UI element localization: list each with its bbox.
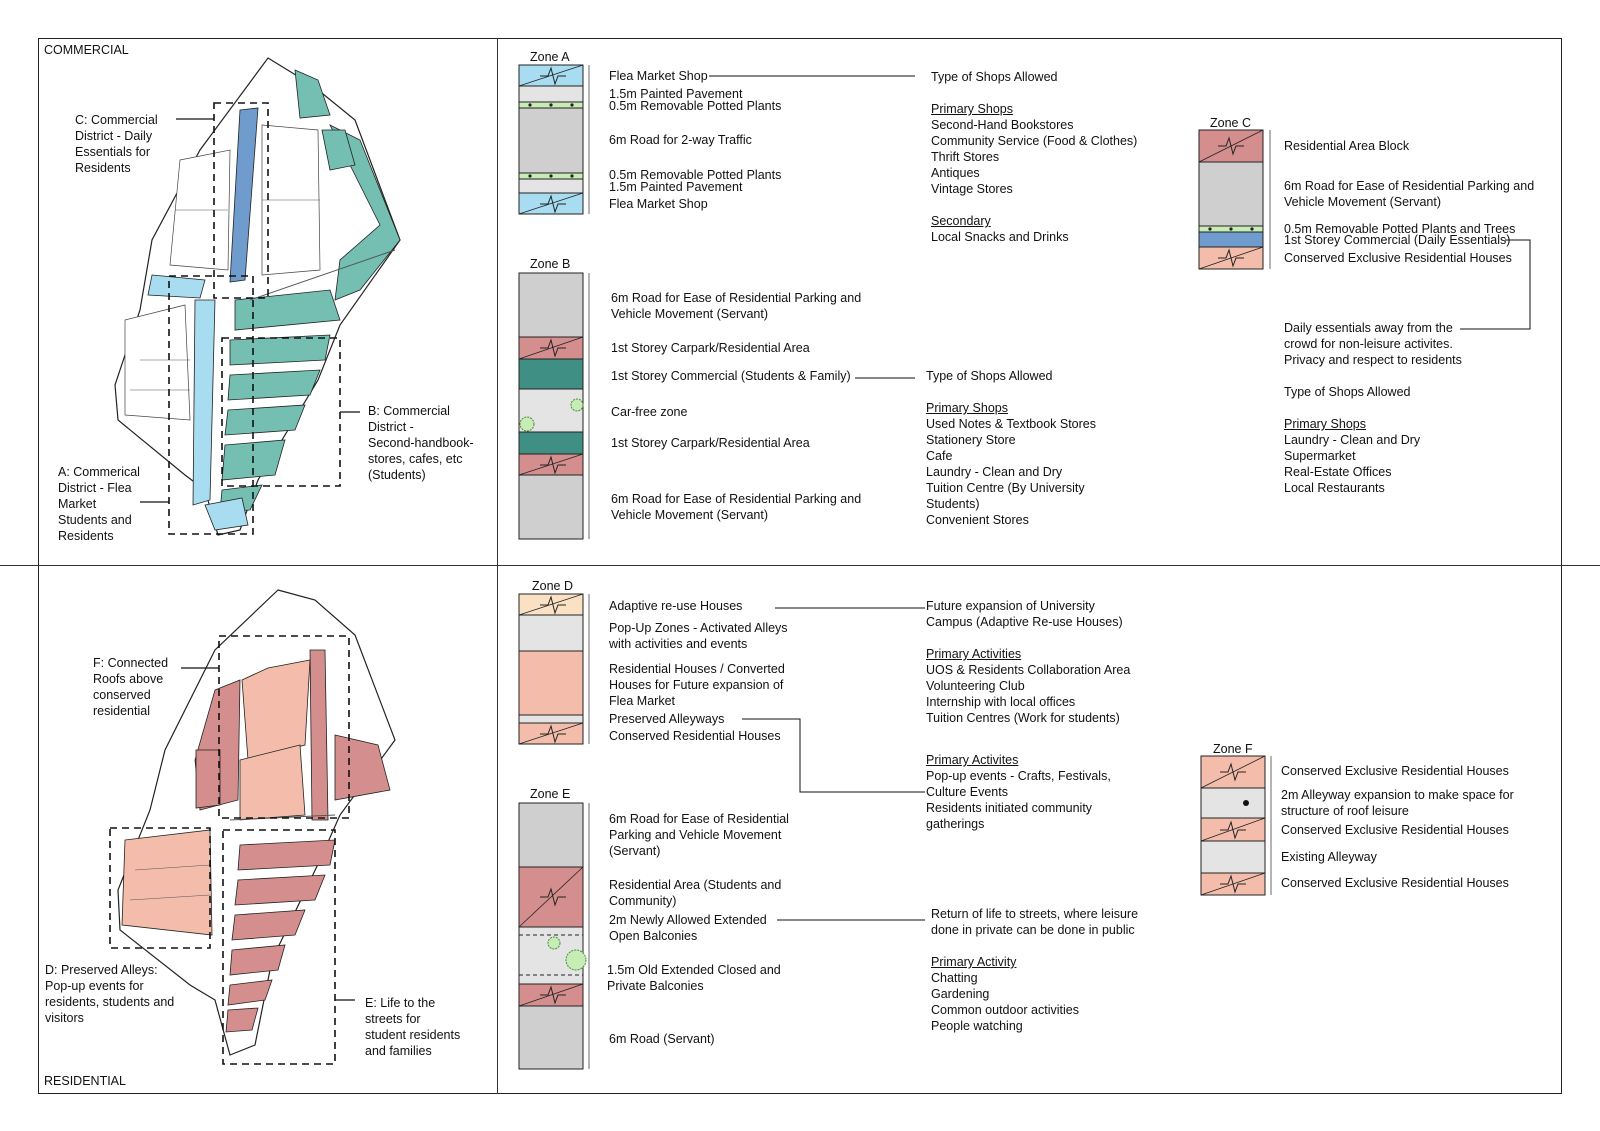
zone-b-primary-7: Convenient Stores <box>926 513 1029 527</box>
zone-d-layer-3b: Houses for Future expansion of <box>609 678 784 692</box>
zone-e-layer-1a: 6m Road for Ease of Residential <box>609 812 789 826</box>
map-label-f-3: conserved <box>93 688 151 702</box>
zone-e-layer-3a: 2m Newly Allowed Extended <box>609 913 767 927</box>
zone-f-layer-2b: structure of roof leisure <box>1281 804 1409 818</box>
zone-c-title: Zone C <box>1210 116 1251 130</box>
zone-c-primary-4: Local Restaurants <box>1284 481 1385 495</box>
zone-b-layer-4: Car-free zone <box>611 405 688 419</box>
map-label-d-3: residents, students and <box>45 995 175 1009</box>
zone-b-primary-2: Stationery Store <box>926 433 1016 447</box>
map-label-b-3: Second-handbook- <box>368 436 474 450</box>
zone-c-note-3: Privacy and respect to residents <box>1284 353 1462 367</box>
zone-b-primary-5: Tuition Centre (By University <box>926 481 1085 495</box>
zone-d-activity-4: Tuition Centres (Work for students) <box>926 711 1120 725</box>
map-label-f-4: residential <box>93 704 150 718</box>
zone-a-primary-1: Second-Hand Bookstores <box>931 118 1074 132</box>
zone-f-layer-5: Conserved Exclusive Residential Houses <box>1281 876 1509 890</box>
zone-c-layer-1: Residential Area Block <box>1284 139 1410 153</box>
zone-a-primary-3: Thrift Stores <box>931 150 1000 164</box>
zone-d-layer-3c: Flea Market <box>609 694 675 708</box>
zone-d-activites-title: Primary Activites <box>926 753 1019 767</box>
zone-f-layer-3: Conserved Exclusive Residential Houses <box>1281 823 1509 837</box>
zone-d-activity-3: Internship with local offices <box>926 695 1076 709</box>
zone-c-layer-2a: 6m Road for Ease of Residential Parking and <box>1284 179 1535 193</box>
map-label-e-1: E: Life to the <box>365 996 436 1010</box>
zone-c-primary-title: Primary Shops <box>1284 417 1366 431</box>
map-label-e-4: and families <box>365 1044 432 1058</box>
map-label-a-2: District - Flea <box>58 481 132 495</box>
zone-f-layer-2a: 2m Alleyway expansion to make space for <box>1281 788 1514 802</box>
zone-f-layer-1: Conserved Exclusive Residential Houses <box>1281 764 1509 778</box>
zone-e-activity-2: Gardening <box>931 987 990 1001</box>
zone-d-layer-2a: Pop-Up Zones - Activated Alleys <box>609 621 788 635</box>
map-label-e-2: streets for <box>365 1012 421 1026</box>
zone-b-layer-5: 1st Storey Carpark/Residential Area <box>611 436 810 450</box>
map-label-a-3: Market <box>58 497 97 511</box>
map-label-b-4: stores, cafes, etc <box>368 452 463 466</box>
zone-a-primary-title: Primary Shops <box>931 102 1013 116</box>
zone-e-layer-4b: Private Balconies <box>607 979 704 993</box>
zone-a-layer-2: 1.5m Painted Pavement <box>609 87 743 101</box>
zone-e-layer-2b: Community) <box>609 894 677 908</box>
commercial-section-title: COMMERCIAL <box>44 43 129 57</box>
map-label-a-5: Residents <box>58 529 114 543</box>
zone-a-layer-6: 1.5m Painted Pavement <box>609 180 743 194</box>
zone-b-layer-6a: 6m Road for Ease of Residential Parking and <box>611 492 862 506</box>
zone-c-layer-4: 1st Storey Commercial (Daily Essentials) <box>1284 233 1511 247</box>
zone-a-secondary-title: Secondary <box>931 214 991 228</box>
zone-c-note-1: Daily essentials away from the <box>1284 321 1453 335</box>
zone-b-layer-1b: Vehicle Movement (Servant) <box>611 307 769 321</box>
zone-d-layer-4: Preserved Alleyways <box>609 712 725 726</box>
zone-c-shops-title: Type of Shops Allowed <box>1284 385 1411 399</box>
zone-b-primary-3: Cafe <box>926 449 953 463</box>
map-label-a-1: A: Commerical <box>58 465 140 479</box>
zone-d-activite-4: gatherings <box>926 817 985 831</box>
zone-c-note-2: crowd for non-leisure activites. <box>1284 337 1453 351</box>
zone-e-title: Zone E <box>530 787 571 801</box>
zone-b-layer-1a: 6m Road for Ease of Residential Parking and <box>611 291 862 305</box>
zone-e-layer-4a: 1.5m Old Extended Closed and <box>607 963 781 977</box>
map-label-c-2: District - Daily <box>75 129 153 143</box>
zone-c-layer-2b: Vehicle Movement (Servant) <box>1284 195 1442 209</box>
zone-e-layer-1c: (Servant) <box>609 844 661 858</box>
zone-e-activity-3: Common outdoor activities <box>931 1003 1079 1017</box>
zone-a-layer-5: 0.5m Removable Potted Plants <box>609 168 782 182</box>
map-label-e-3: student residents <box>365 1028 461 1042</box>
zone-d-layer-2b: with activities and events <box>609 637 748 651</box>
map-label-b-5: (Students) <box>368 468 426 482</box>
map-label-c-3: Essentials for <box>75 145 151 159</box>
zone-a-layer-3: 0.5m Removable Potted Plants <box>609 99 782 113</box>
zone-b-primary-title: Primary Shops <box>926 401 1008 415</box>
zone-e-return-1: Return of life to streets, where leisure <box>931 907 1139 921</box>
map-label-c-4: Residents <box>75 161 131 175</box>
zone-d-activities-title: Primary Activities <box>926 647 1022 661</box>
zone-c-layer-5: Conserved Exclusive Residential Houses <box>1284 251 1512 265</box>
zone-c-layer-3: 0.5m Removable Potted Plants and Trees <box>1284 222 1516 236</box>
zone-a-primary-4: Antiques <box>931 166 980 180</box>
commercial-map <box>115 58 400 535</box>
zone-e-layer-3b: Open Balconies <box>609 929 698 943</box>
zone-c-primary-2: Supermarket <box>1284 449 1356 463</box>
zone-d-layer-5: Conserved Residential Houses <box>609 729 781 743</box>
zone-d-future-2: Campus (Adaptive Re-use Houses) <box>926 615 1123 629</box>
zone-e-return-2: done in private can be done in public <box>931 923 1135 937</box>
zone-b-layer-6b: Vehicle Movement (Servant) <box>611 508 769 522</box>
zone-c-primary-3: Real-Estate Offices <box>1284 465 1392 479</box>
zone-d-activite-2: Culture Events <box>926 785 1008 799</box>
zone-e-layer-5: 6m Road (Servant) <box>609 1032 715 1046</box>
zone-a-primary-2: Community Service (Food & Clothes) <box>931 134 1138 148</box>
zone-d-future-1: Future expansion of University <box>926 599 1095 613</box>
map-label-d-4: visitors <box>45 1011 84 1025</box>
zone-d-layer-1: Adaptive re-use Houses <box>609 599 743 613</box>
zone-d-activite-3: Residents initiated community <box>926 801 1093 815</box>
map-label-f-1: F: Connected <box>93 656 169 670</box>
zone-d-title: Zone D <box>532 579 573 593</box>
map-label-d-1: D: Preserved Alleys: <box>45 963 158 977</box>
zone-f-title: Zone F <box>1213 742 1253 756</box>
zone-b-layer-3: 1st Storey Commercial (Students & Family) <box>611 369 851 383</box>
residential-section-title: RESIDENTIAL <box>44 1074 126 1088</box>
zone-a-layer-4: 6m Road for 2-way Traffic <box>609 133 752 147</box>
map-label-b-2: District - <box>368 420 414 434</box>
zone-d-activite-1: Pop-up events - Crafts, Festivals, <box>926 769 1111 783</box>
zone-d-activity-1: UOS & Residents Collaboration Area <box>926 663 1131 677</box>
zone-b-shops-title: Type of Shops Allowed <box>926 369 1053 383</box>
map-label-d-2: Pop-up events for <box>45 979 144 993</box>
map-label-b-1: B: Commercial <box>368 404 450 418</box>
zone-f-stack <box>1201 756 1271 895</box>
zone-d-layer-3a: Residential Houses / Converted <box>609 662 785 676</box>
map-label-f-2: Roofs above <box>93 672 164 686</box>
zone-c-primary-1: Laundry - Clean and Dry <box>1284 433 1421 447</box>
zone-e-activity-1: Chatting <box>931 971 978 985</box>
zone-a-layer-1: Flea Market Shop <box>609 69 708 83</box>
zone-b-primary-1: Used Notes & Textbook Stores <box>926 417 1096 431</box>
zone-a-secondary-1: Local Snacks and Drinks <box>931 230 1069 244</box>
zone-b-layer-2: 1st Storey Carpark/Residential Area <box>611 341 810 355</box>
zone-a-shops-title: Type of Shops Allowed <box>931 70 1058 84</box>
map-label-a-4: Students and <box>58 513 132 527</box>
zone-e-layer-2a: Residential Area (Students and <box>609 878 782 892</box>
zone-e-layer-1b: Parking and Vehicle Movement <box>609 828 782 842</box>
zone-b-title: Zone B <box>530 257 571 271</box>
zone-b-primary-6: Students) <box>926 497 980 511</box>
zone-a-primary-5: Vintage Stores <box>931 182 1013 196</box>
zone-a-title: Zone A <box>530 50 570 64</box>
zone-e-activity-title: Primary Activity <box>931 955 1017 969</box>
zone-e-activity-4: People watching <box>931 1019 1023 1033</box>
zone-f-layer-4: Existing Alleyway <box>1281 850 1377 864</box>
zone-a-layer-7: Flea Market Shop <box>609 197 708 211</box>
zone-d-activity-2: Volunteering Club <box>926 679 1025 693</box>
map-label-c-1: C: Commercial <box>75 113 158 127</box>
zone-b-primary-4: Laundry - Clean and Dry <box>926 465 1063 479</box>
